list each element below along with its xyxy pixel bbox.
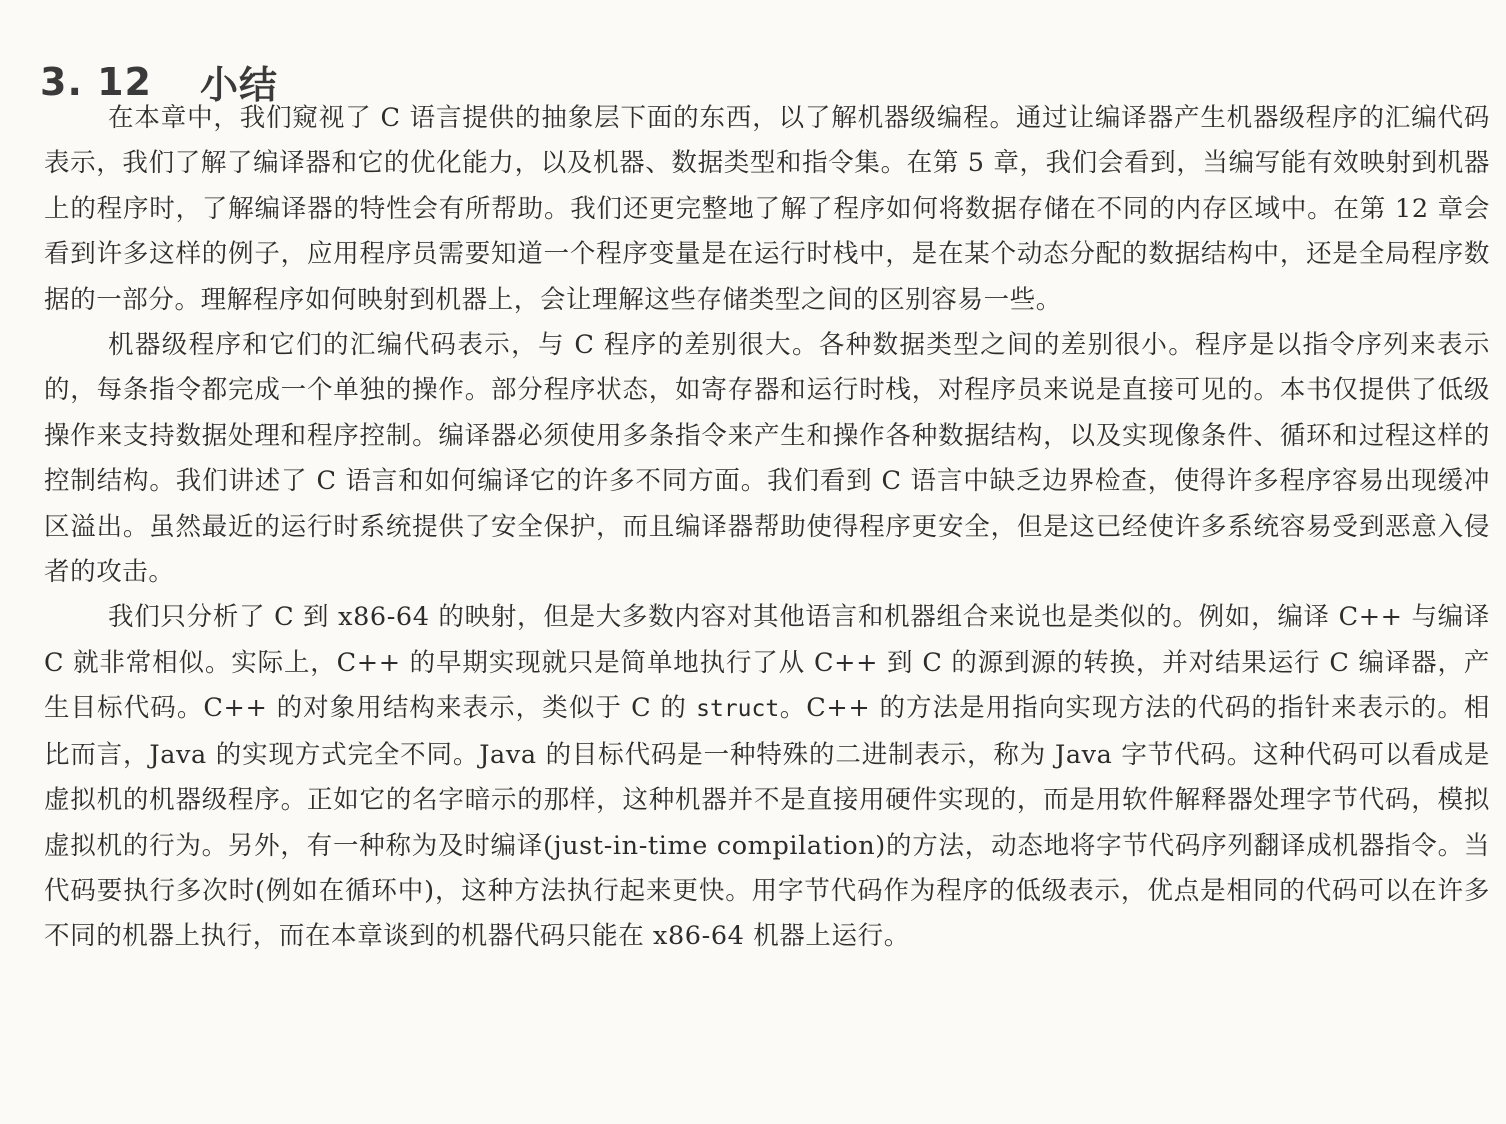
section-body — [44, 96, 1490, 960]
section-title: 小结 — [200, 63, 279, 108]
paragraph-3-text-after-code: 。C++ 的方法是用指向实现方法的代码的指针来表示的。相比而言，Java 的实现方式完全不同。Java 的目标代码是一种特殊的二进制表示，称为 Java 字节代码。这种代码可以看成是虚拟机的机器级程序。正如它的名字暗示的那样，这种机器并不是直接用硬件实现的，而是用软件解释器处理字节代码，模拟虚拟机的行为。另外，有一种称为及时编译(just-in-time compilation)的方法，动态地将字节代码序列翻译成机器指令。当代码要执行多次时(例如在循环中)，这种方法执行起来更快。用字节代码作为程序的低级表示，优点是相同的代码可以在许多不同的机器上执行，而在本章谈到的机器代码只能在 x86-64 机器上运行。 — [44, 693, 1490, 952]
paragraph-3 — [44, 595, 1490, 959]
inline-code-struct: struct — [696, 696, 780, 723]
paragraph-1: 在本章中，我们窥视了 C 语言提供的抽象层下面的东西，以了解机器级编程。通过让编译器产生机器级程序的汇编代码表示，我们了解了编译器和它的优化能力，以及机器、数据类型和指令集。在第 5 章，我们会看到，当编写能有效映射到机器上的程序时，了解编译器的特性会有所帮助。我们还更完整地了解了程序如何将数据存储在不同的内存区域中。在第 12 章会看到许多这样的例子，应用程序员需要知道一个程序变量是在运行时栈中，是在某个动态分配的数据结构中，还是全局程序数据的一部分。理解程序如何映射到机器上，会让理解这些存储类型之间的区别容易一些。 — [44, 103, 1490, 315]
paragraph-2: 机器级程序和它们的汇编代码表示，与 C 程序的差别很大。各种数据类型之间的差别很小。程序是以指令序列来表示的，每条指令都完成一个单独的操作。部分程序状态，如寄存器和运行时栈，对程序员来说是直接可见的。本书仅提供了低级操作来支持数据处理和程序控制。编译器必须使用多条指令来产生和操作各种数据结构，以及实现像条件、循环和过程这样的控制结构。我们讲述了 C 语言和如何编译它的许多不同方面。我们看到 C 语言中缺乏边界检查，使得许多程序容易出现缓冲区溢出。虽然最近的运行时系统提供了安全保护，而且编译器帮助使得程序更安全，但是这已经使许多系统容易受到恶意入侵者的攻击。 — [44, 330, 1490, 588]
section-number: 3. 12 — [40, 59, 152, 104]
paragraph-3-text-before-code: 我们只分析了 C 到 x86-64 的映射，但是大多数内容对其他语言和机器组合来说也是类似的。例如，编译 C++ 与编译 C 就非常相似。实际上，C++ 的早期实现就只是简单地执行了从 C++ 到 C 的源到源的转换，并对结果运行 C 编译器，产生目标代码。C++ 的对象用结构来表示，类似于 C 的 — [44, 602, 1490, 724]
